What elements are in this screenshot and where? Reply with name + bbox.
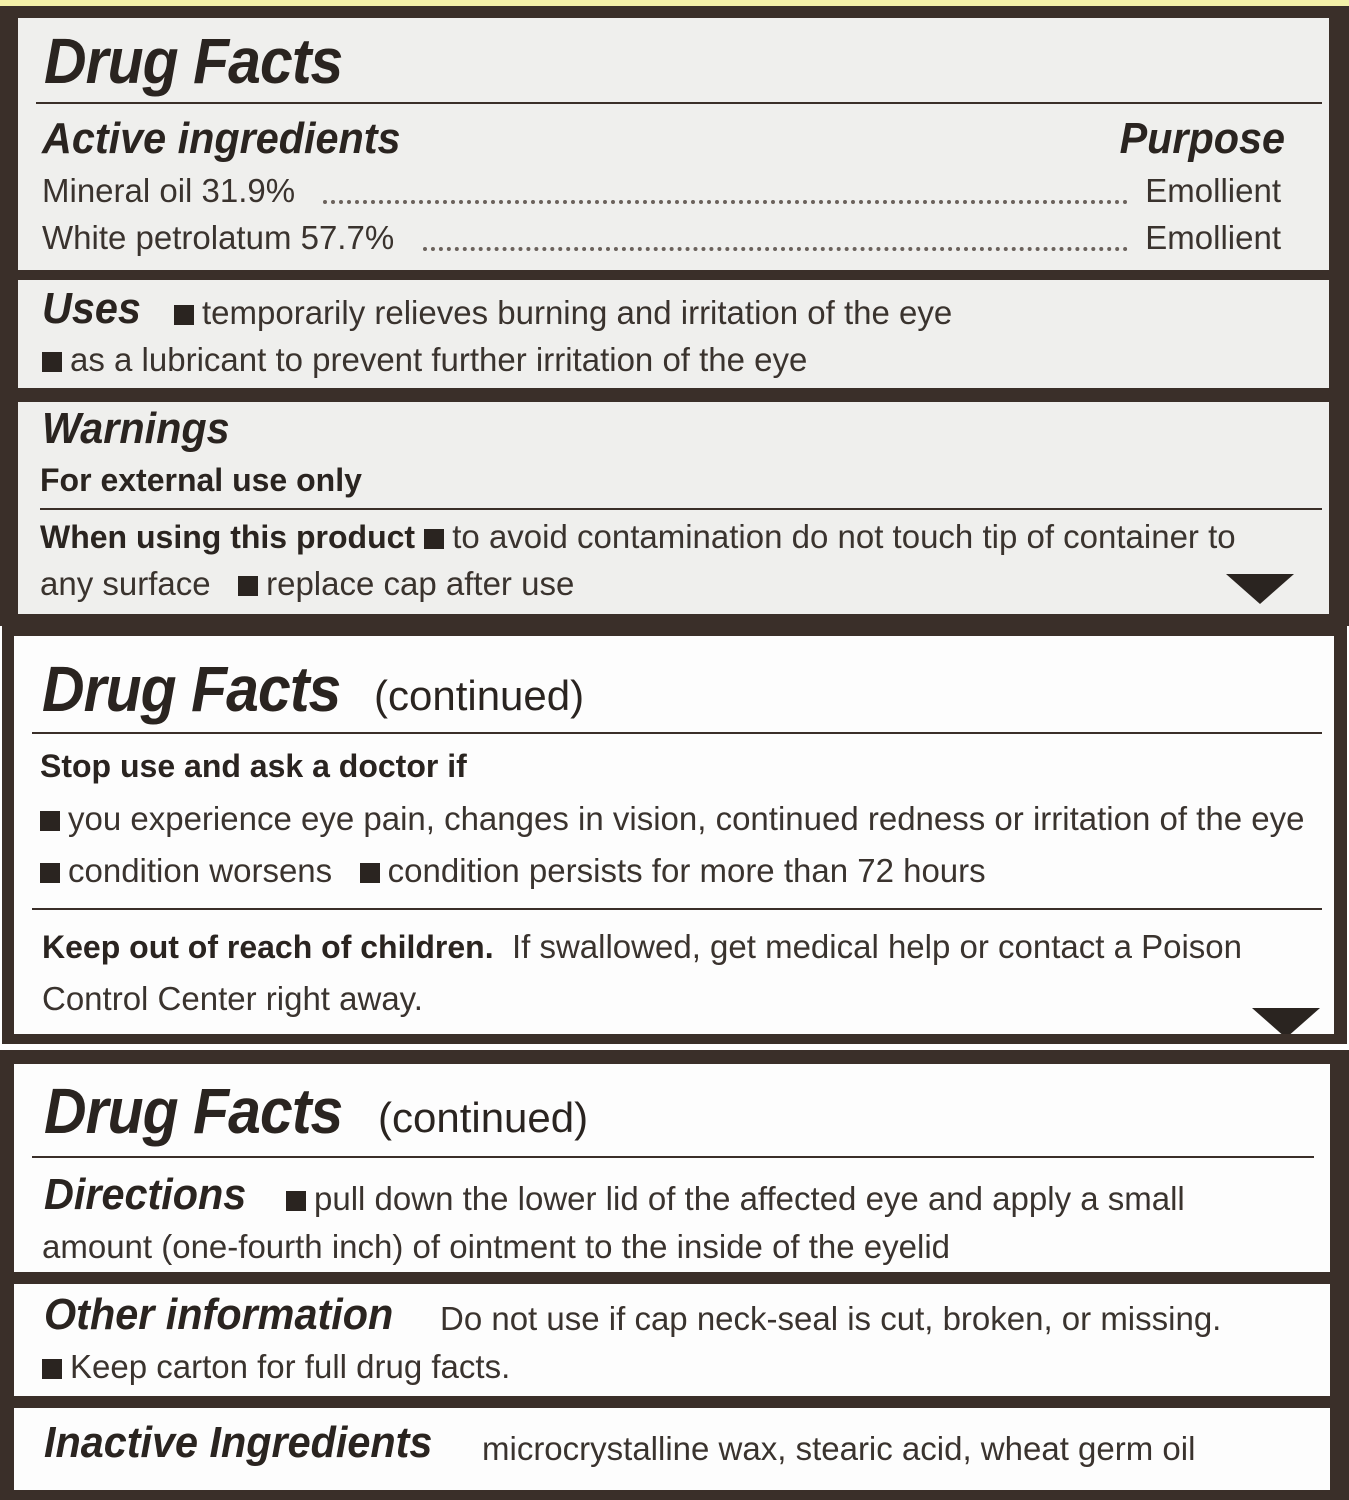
drug-facts-title: Drug Facts [44, 1075, 343, 1147]
ingredient-2-name: White petrolatum 57.7% [42, 219, 395, 256]
keep-out-line-2: Control Center right away. [42, 980, 423, 1017]
when-using-label: When using this product [40, 519, 416, 555]
stop-use-item-1 [40, 800, 1304, 838]
drug-facts-title: Drug Facts [44, 25, 343, 97]
other-information-text-2: Keep carton for full drug facts. [70, 1348, 511, 1385]
drug-facts-panel-3 [0, 1050, 1349, 1500]
other-information-text-1: Do not use if cap neck-seal is cut, broken, or missing. [440, 1300, 1222, 1337]
directions-line-2: amount (one-fourth inch) of ointment to the inside of the eyelid [42, 1228, 951, 1265]
drug-facts-panel-1 [0, 6, 1349, 626]
inactive-ingredients-box [14, 1408, 1330, 1490]
uses-item-1 [174, 294, 952, 332]
drug-facts-title: Drug Facts [42, 653, 341, 725]
stop-use-items-2-3 [40, 852, 986, 890]
bullet-square-icon [40, 811, 60, 831]
uses-item-2-text: as a lubricant to prevent further irritation of the eye [70, 341, 808, 378]
keep-out-label: Keep out of reach of children. [42, 929, 494, 965]
bullet-square-icon [42, 1359, 62, 1379]
stop-use-item-2-text: condition worsens [68, 852, 333, 889]
external-use-text: For external use only [40, 462, 362, 498]
uses-heading: Uses [42, 284, 141, 333]
ingredient-2-purpose: Emollient [1145, 219, 1281, 256]
title-rule [32, 732, 1322, 734]
when-using-text-1b: any surface [40, 565, 211, 602]
ingredient-2-leader [423, 247, 1128, 251]
bullet-square-icon [238, 576, 258, 596]
directions-text-1: pull down the lower lid of the affected eye and apply a small [314, 1180, 1185, 1217]
active-ingredients-box [18, 18, 1329, 270]
inactive-ingredients-text: microcrystalline wax, stearic acid, wheat germ oil [482, 1430, 1196, 1467]
purpose-heading: Purpose [1119, 114, 1285, 163]
bullet-square-icon [360, 863, 380, 883]
continue-arrow-icon [1226, 574, 1294, 604]
when-using-text-1: to avoid contamination do not touch tip of container to [452, 518, 1236, 555]
bullet-square-icon [286, 1191, 306, 1211]
when-using-line-2 [40, 565, 574, 603]
uses-box [18, 280, 1329, 388]
bullet-square-icon [42, 352, 62, 372]
continue-arrow-icon [1252, 1008, 1320, 1034]
continued-box-2 [14, 636, 1334, 1034]
stop-use-item-3-text: condition persists for more than 72 hours [387, 852, 986, 889]
stop-use-heading: Stop use and ask a doctor if [40, 748, 467, 784]
bullet-square-icon [40, 863, 60, 883]
title-rule [36, 102, 1322, 104]
warnings-box [18, 402, 1329, 614]
continued-label: (continued) [378, 1094, 589, 1141]
keep-out-text: If swallowed, get medical help or contact a Poison [511, 928, 1243, 965]
directions-heading: Directions [44, 1170, 247, 1219]
bullet-square-icon [174, 305, 194, 325]
stop-use-item-1-text: you experience eye pain, changes in vision, continued redness or irritation of the eye [68, 800, 1305, 837]
bullet-square-icon [424, 529, 444, 549]
uses-item-1-text: temporarily relieves burning and irritation of the eye [202, 294, 953, 331]
drug-facts-panel-2 [2, 624, 1347, 1044]
other-information-line-2 [42, 1348, 510, 1386]
ingredient-1-name: Mineral oil 31.9% [42, 172, 296, 209]
active-ingredients-heading: Active ingredients [42, 114, 401, 163]
other-information-box [14, 1284, 1330, 1396]
ingredient-1-leader [323, 200, 1128, 204]
directions-line-1 [286, 1180, 1185, 1218]
uses-item-2 [42, 341, 807, 379]
when-using-text-2: replace cap after use [266, 565, 575, 602]
when-using-line-1 [40, 518, 1236, 556]
ingredient-1-purpose: Emollient [1145, 172, 1281, 209]
directions-box [14, 1064, 1330, 1272]
section-rule [32, 908, 1322, 910]
inactive-ingredients-heading: Inactive Ingredients [44, 1418, 433, 1467]
warnings-heading: Warnings [42, 404, 230, 453]
keep-out-line-1 [42, 928, 1242, 966]
warnings-rule [40, 508, 1322, 510]
title-rule [32, 1156, 1314, 1158]
continued-label: (continued) [374, 672, 585, 719]
other-information-heading: Other information [44, 1290, 394, 1339]
